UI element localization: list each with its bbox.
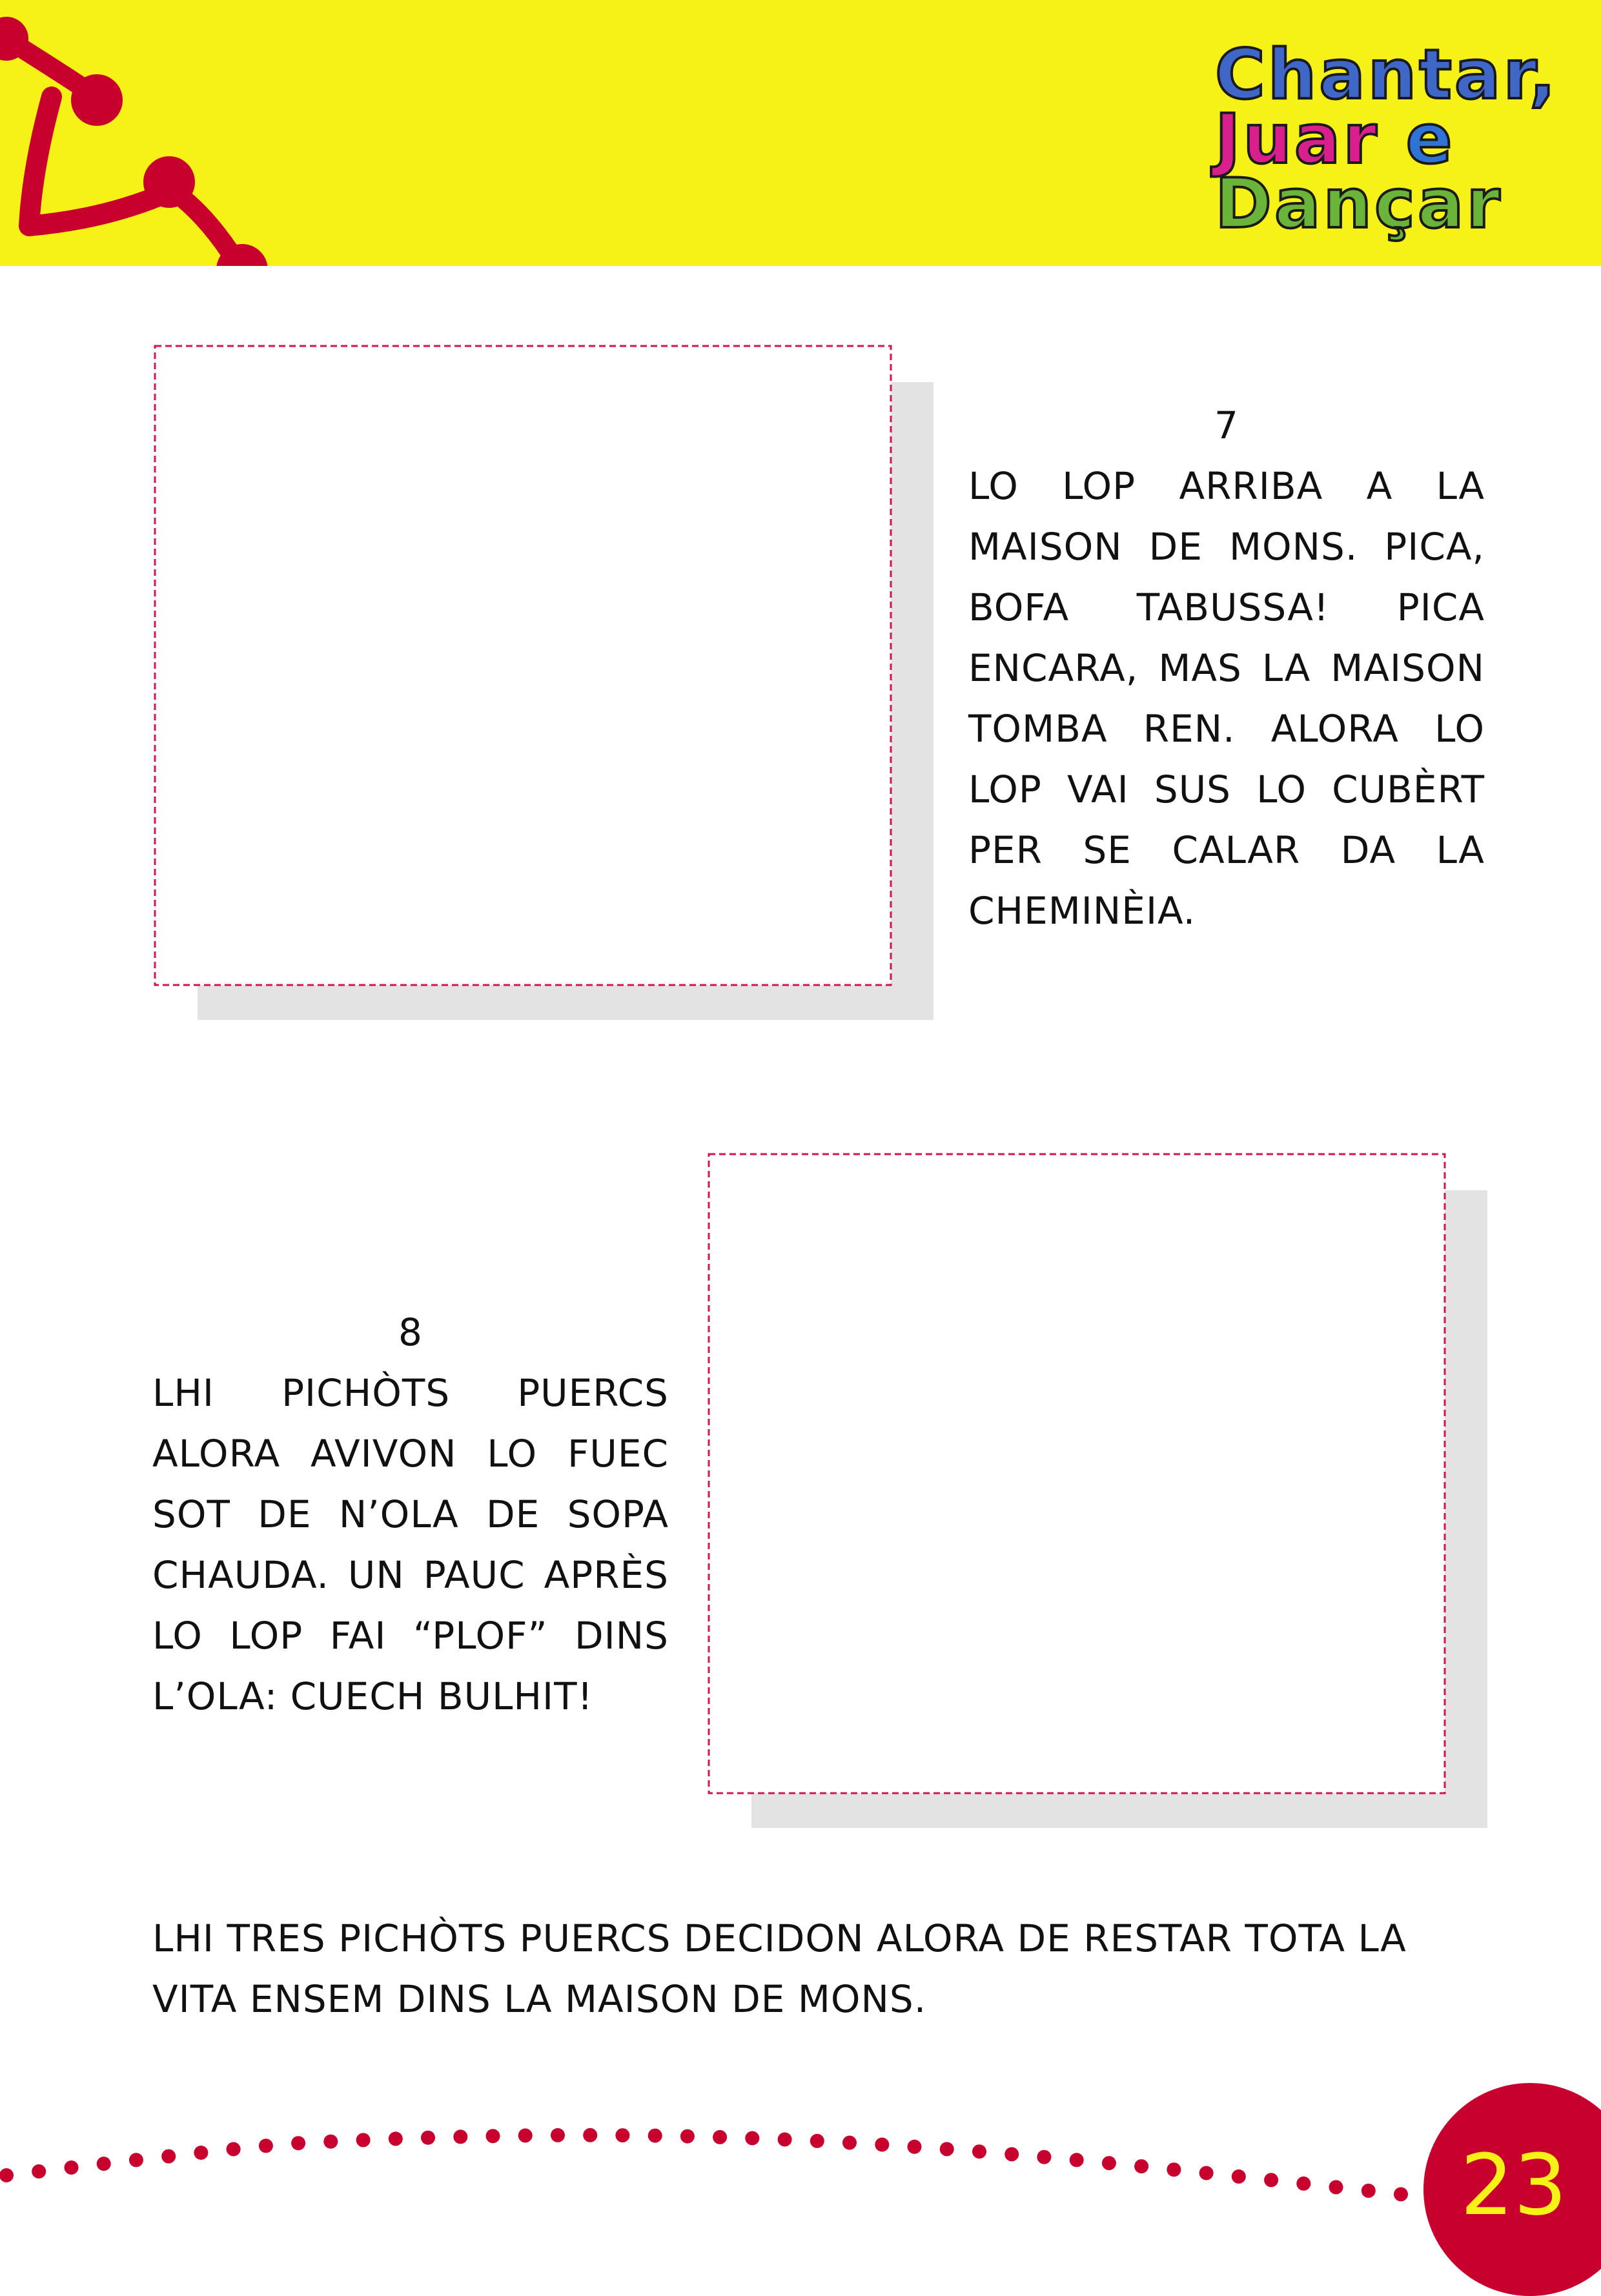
wave-dot (1167, 2162, 1181, 2177)
wave-dot (518, 2128, 533, 2142)
brand-logo (1215, 35, 1558, 243)
wavy-frame (152, 343, 893, 988)
wave-dot (129, 2153, 143, 2167)
logo-line-2-conjunction: e (1405, 99, 1455, 179)
wave-dot (1232, 2169, 1246, 2184)
wave-dot (1102, 2156, 1116, 2170)
wave-dot (323, 2135, 338, 2149)
logo-line-2: Juar (1215, 99, 1380, 179)
section-text: LHI PICHÒTS PUERCS ALORA AVIVON LO FUEC SOT DE N’OLA DE SOPA CHAUDA. UN PAUC APRÈS LO LOP FAI “PLOF” DINS L’OLA: CUECH BULHIT! (152, 1371, 669, 1718)
wave-dot (648, 2129, 662, 2143)
wave-dot (1361, 2184, 1376, 2198)
wave-dot (486, 2129, 500, 2143)
section-number: 8 (398, 1310, 423, 1354)
wave-dot (194, 2146, 208, 2160)
wave-dot (583, 2128, 597, 2142)
wave-dot (1394, 2187, 1408, 2201)
closing-paragraph: LHI TRES PICHÒTS PUERCS DECIDON ALORA DE RESTAR TOTA LA VITA ENSEM DINS LA MAISON DE MONS. (152, 1916, 1407, 2021)
wave-dot (259, 2139, 273, 2153)
section-number: 7 (1214, 403, 1239, 447)
wave-dot (713, 2130, 727, 2144)
wave-dot (745, 2131, 759, 2146)
wave-dot (389, 2131, 403, 2146)
wave-dot (778, 2133, 792, 2147)
wave-dot (65, 2160, 79, 2175)
wave-dot (0, 2168, 14, 2182)
wave-dot (1037, 2150, 1051, 2164)
wave-dot (940, 2142, 954, 2156)
wave-dot (1296, 2177, 1310, 2191)
logo-line-3: Dançar (1215, 164, 1503, 243)
logo-line-1: Chantar, (1215, 35, 1558, 114)
wave-dot (421, 2131, 435, 2145)
wave-dot (972, 2144, 986, 2159)
wave-dot (1134, 2159, 1148, 2173)
wave-dot (842, 2136, 857, 2150)
photo-frame-7 (152, 343, 933, 1020)
wave-dot (1004, 2147, 1019, 2161)
wave-dot (680, 2129, 695, 2144)
dotted-wave-decoration (0, 2117, 1420, 2220)
section-text: LO LOP ARRIBA A LA MAISON DE MONS. PICA, BOFA TABUSSA! PICA ENCARA, MAS LA MAISON TOMBA REN. ALORA LO LOP VAI SUS LO CUBÈRT PER SE CALAR DA LA CHEMINÈIA. (968, 464, 1485, 933)
wave-dot (453, 2129, 467, 2144)
header-band (0, 0, 1601, 266)
corner-ornament-icon (0, 0, 278, 266)
wave-dot (908, 2140, 922, 2154)
wave-dot (1329, 2180, 1343, 2194)
wave-dot (356, 2133, 371, 2147)
story-section-8 (152, 1302, 669, 1727)
wave-dot (551, 2128, 565, 2142)
wave-dot (1199, 2166, 1214, 2180)
wave-dot (875, 2138, 889, 2152)
photo-frame-8 (706, 1152, 1487, 1828)
wavy-frame (706, 1152, 1447, 1796)
wave-dot (97, 2157, 111, 2171)
wave-dot (32, 2164, 46, 2179)
wave-dot (161, 2149, 176, 2164)
wave-dot (1264, 2173, 1278, 2187)
page-number: 23 (1460, 2136, 1567, 2234)
wave-dot (615, 2128, 629, 2142)
story-section-7 (968, 395, 1485, 941)
wave-dot (227, 2142, 241, 2157)
wave-dot (810, 2134, 824, 2148)
wave-dot (291, 2136, 305, 2150)
wave-dot (1070, 2153, 1084, 2167)
